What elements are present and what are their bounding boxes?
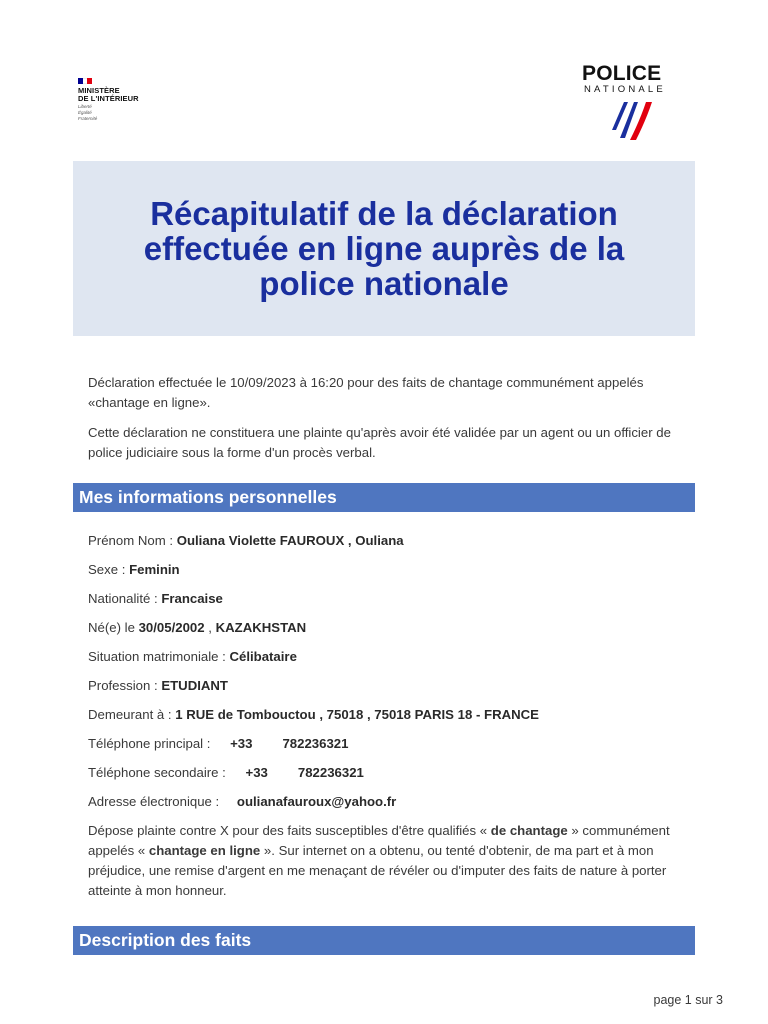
info-phone-secondary (88, 763, 688, 792)
police-nationale-logo (582, 64, 692, 95)
name-value: Ouliana Violette FAUROUX , Ouliana (176, 533, 404, 548)
complaint-bold-2: chantage en ligne (148, 843, 261, 858)
personal-info (88, 531, 688, 901)
info-sex (88, 560, 688, 589)
nationality-label: Nationalité : (88, 591, 162, 606)
profession-label: Profession : (88, 678, 162, 693)
section-header-personal-info: Mes informations personnelles (73, 483, 695, 512)
info-nationality (88, 589, 688, 618)
info-phone-primary (88, 734, 688, 763)
info-email (88, 792, 688, 821)
french-flag-icon (78, 78, 92, 84)
phone-secondary-code: +33 (245, 765, 268, 780)
ministry-name-line-1: MINISTÈRE (78, 86, 120, 95)
police-logo-title: POLICE (582, 62, 662, 85)
phone-primary-number: 782236321 (282, 736, 349, 751)
marital-label: Situation matrimoniale : (88, 649, 230, 664)
phone-primary-code: +33 (230, 736, 253, 751)
intro-section (88, 373, 688, 473)
name-label: Prénom Nom : (88, 533, 177, 548)
page-title: Récapitulatif de la déclaration effectuée en ligne auprès de la police nationale (143, 195, 625, 302)
complaint-text-2: » communément appelés « (88, 823, 670, 858)
email-value: oulianafauroux@yahoo.fr (236, 794, 397, 809)
sex-value: Feminin (129, 562, 180, 577)
nationality-value: Francaise (161, 591, 223, 606)
profession-value: ETUDIANT (161, 678, 228, 693)
info-address (88, 705, 688, 734)
section-header-description: Description des faits (73, 926, 695, 955)
born-separator: , (204, 620, 216, 635)
email-label: Adresse électronique : (88, 794, 223, 809)
info-birth (88, 618, 688, 647)
born-place: KAZAKHSTAN (215, 620, 307, 635)
address-label: Demeurant à : (88, 707, 176, 722)
complaint-statement (88, 821, 688, 901)
info-name (88, 531, 688, 560)
phone-secondary-number: 782236321 (297, 765, 364, 780)
sex-label: Sexe : (88, 562, 130, 577)
info-marital (88, 647, 688, 676)
declaration-notice-text: Cette déclaration ne constituera une plainte qu'après avoir été validée par un agent ou un officier de police judiciaire sous la forme d'un procès verbal. (88, 425, 671, 460)
ministry-name-line-2: DE L'INTÉRIEUR (78, 94, 139, 103)
ministry-logo (78, 78, 158, 121)
phone-primary-label: Téléphone principal : (88, 736, 215, 751)
motto-line-2: Égalité (78, 110, 92, 115)
police-logo-subtitle: NATIONALE (584, 84, 666, 95)
declaration-date-text: Déclaration effectuée le 10/09/2023 à 16:20 pour des faits de chantage communément appelés «chantage en ligne». (88, 375, 644, 410)
complaint-text-3: ». Sur internet on a obtenu, ou tenté d'obtenir, de ma part et à mon préjudice, une remise d'argent en me menaçant de révéler ou d'imputer des faits de nature à porter atteinte à mon honneur. (88, 843, 667, 898)
page-number: page 1 sur 3 (653, 993, 723, 1007)
born-date: 30/05/2002 (138, 620, 205, 635)
complaint-text-1: Dépose plainte contre X pour des faits susceptibles d'être qualifiés « (88, 823, 491, 838)
born-label: Né(e) le (88, 620, 139, 635)
motto-line-1: Liberté (78, 104, 92, 109)
title-box (73, 161, 695, 336)
phone-secondary-label: Téléphone secondaire : (88, 765, 230, 780)
address-value: 1 RUE de Tombouctou , 75018 , 75018 PARIS 18 - FRANCE (175, 707, 539, 722)
complaint-bold-1: de chantage (490, 823, 568, 838)
motto-line-3: Fraternité (78, 116, 98, 121)
marital-value: Célibataire (229, 649, 297, 664)
tricolor-stripes-icon (610, 100, 660, 142)
info-profession (88, 676, 688, 705)
